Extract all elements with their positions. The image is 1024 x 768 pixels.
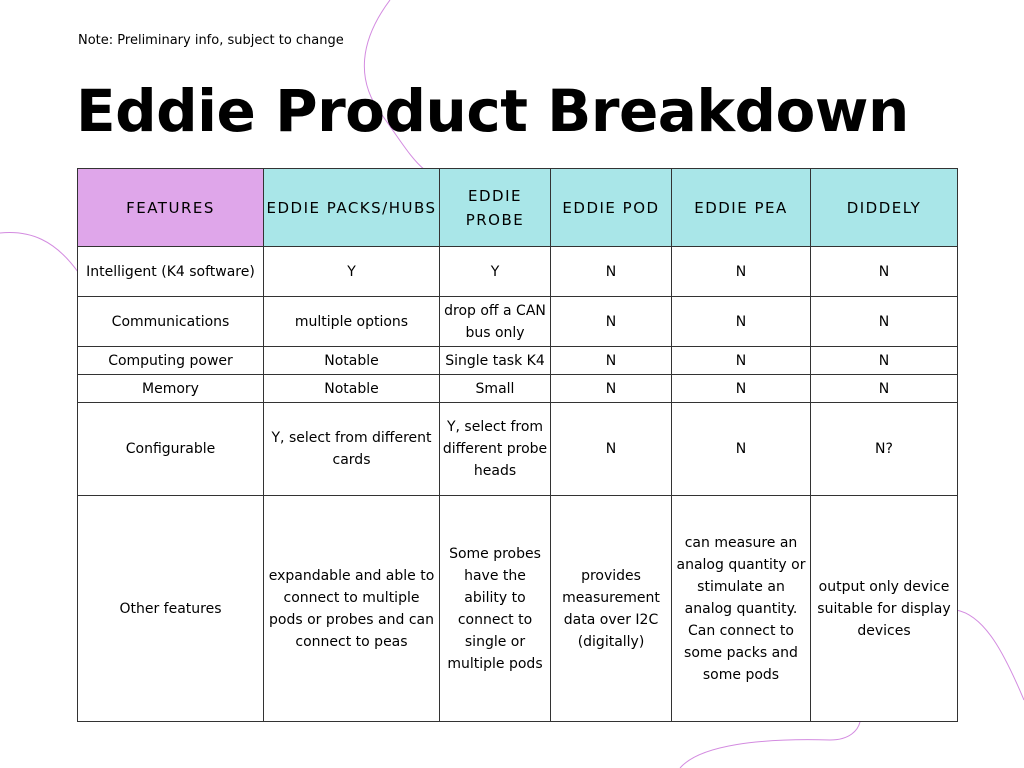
table-cell: Y, select from different cards [264,403,440,496]
table-cell: N [551,297,672,347]
header-eddie-pea: EDDIE PEA [672,169,811,247]
table-cell: N [551,347,672,375]
table-cell: can measure an analog quantity or stimulate an analog quantity. Can connect to some packs and some pods [672,496,811,722]
table-row [78,347,958,375]
table-cell: multiple options [264,297,440,347]
table-row [78,375,958,403]
header-eddie-probe: EDDIE PROBE [440,169,551,247]
table-cell: drop off a CAN bus only [440,297,551,347]
row-label: Other features [78,496,264,722]
table-cell: N [672,375,811,403]
table-cell: N [811,375,958,403]
table-row [78,297,958,347]
header-eddie-packs-hubs: EDDIE PACKS/HUBS [264,169,440,247]
table-cell: Y [264,247,440,297]
table-cell: N [811,297,958,347]
table-cell: Y, select from different probe heads [440,403,551,496]
header-diddely: DIDDELY [811,169,958,247]
table-cell: Small [440,375,551,403]
table-cell: N [672,403,811,496]
table-cell: N [672,347,811,375]
product-breakdown-table [77,168,958,722]
table-row [78,403,958,496]
table-cell: N [811,347,958,375]
table-cell: N [672,297,811,347]
table-cell: Notable [264,375,440,403]
table-cell: provides measurement data over I2C (digitally) [551,496,672,722]
row-label: Computing power [78,347,264,375]
table-cell: N? [811,403,958,496]
row-label: Memory [78,375,264,403]
table-cell: N [551,403,672,496]
preliminary-note: Note: Preliminary info, subject to change [78,33,344,48]
table-cell: Single task K4 [440,347,551,375]
header-eddie-pod: EDDIE POD [551,169,672,247]
page-title: Eddie Product Breakdown [76,77,909,145]
table-cell: Some probes have the ability to connect to single or multiple pods [440,496,551,722]
table-cell: N [672,247,811,297]
header-features: FEATURES [78,169,264,247]
deco-line-bottom [680,722,860,768]
table-cell: N [551,375,672,403]
row-label: Configurable [78,403,264,496]
table-cell: expandable and able to connect to multiple pods or probes and can connect to peas [264,496,440,722]
table-cell: N [551,247,672,297]
table-cell: N [811,247,958,297]
table-header-row [78,169,958,247]
table-cell: Notable [264,347,440,375]
deco-line-right [956,610,1024,700]
table-row [78,496,958,722]
table-cell: Y [440,247,551,297]
deco-line-left [0,232,78,272]
table-row [78,247,958,297]
table-cell: output only device suitable for display devices [811,496,958,722]
row-label: Intelligent (K4 software) [78,247,264,297]
row-label: Communications [78,297,264,347]
